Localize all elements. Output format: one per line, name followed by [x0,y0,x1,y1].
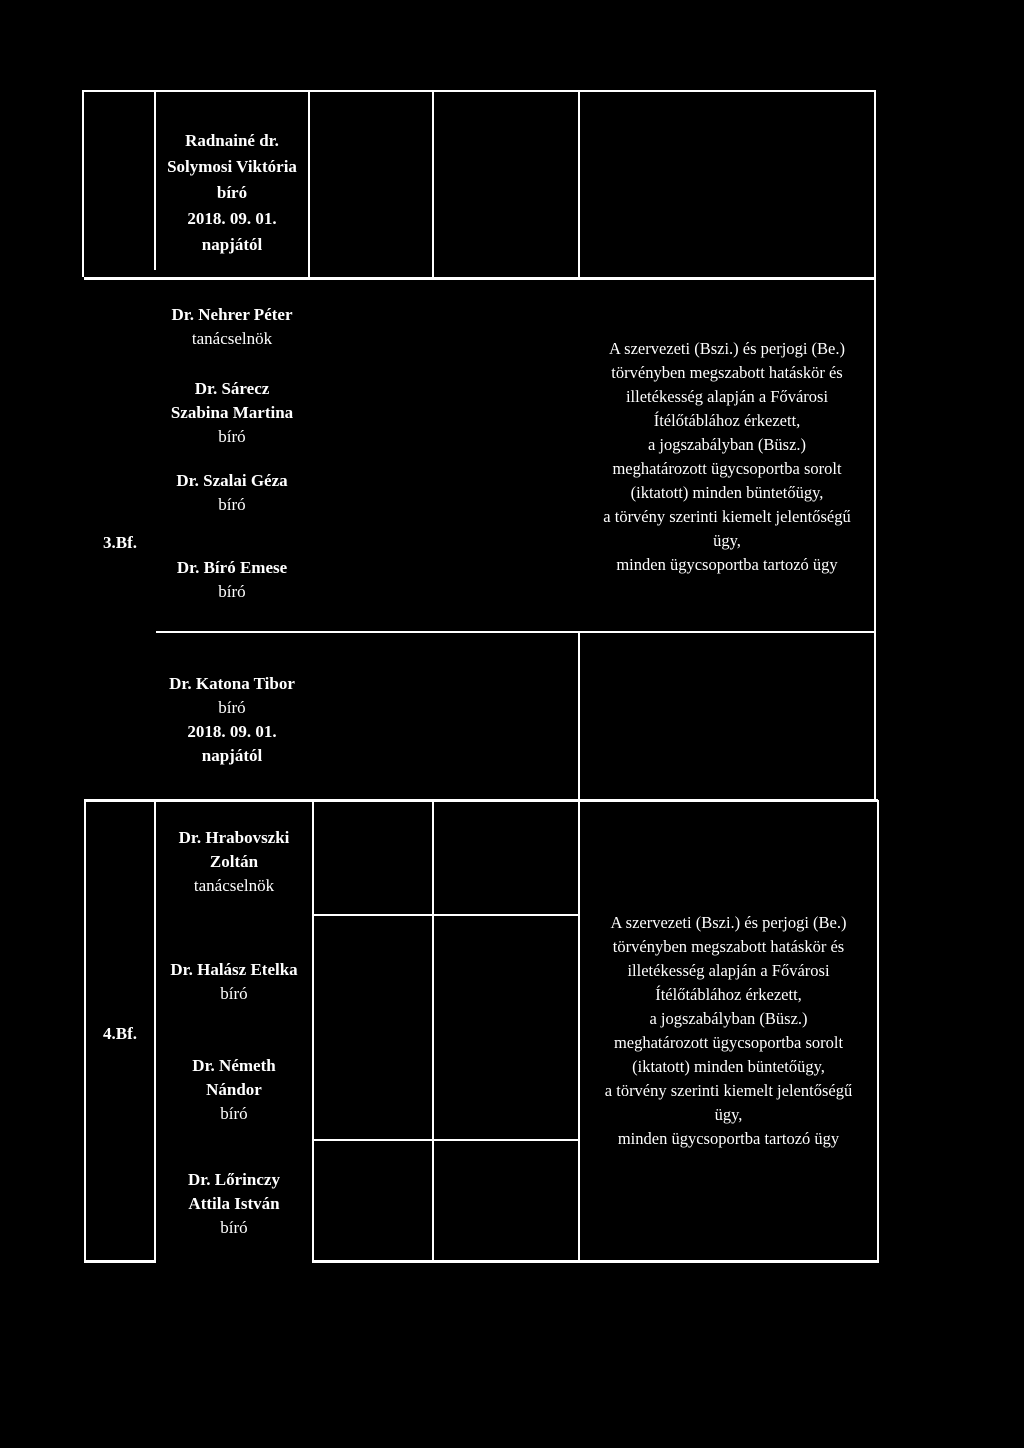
description-line: minden ügycsoportba tartozó ügy [617,1129,840,1148]
judge-role: bíró [218,698,246,717]
member-block [156,469,308,517]
judge-start-date: 2018. 09. 01. [187,722,277,741]
member-block [156,377,308,449]
member-role: bíró [220,984,248,1003]
description-line: A szervezeti (Bszi.) és perjogi (Be.) [609,339,845,358]
judge-role: bíró [216,183,248,202]
member-name: Dr. Nehrer Péter [171,305,293,324]
member-role: bíró [218,495,246,514]
member-name: Dr. Sárecz [194,379,270,398]
description-line: törvényben megszabott hatáskör és [612,937,845,956]
member-block [156,1168,312,1240]
member-name: Dr. Szalai Géza [176,471,288,490]
section-label-3bf: 3.Bf. [103,533,137,552]
description-line: Ítélőtáblához érkezett, [655,985,802,1004]
description-line: (iktatott) minden büntetőügy, [632,1057,825,1076]
member-name: Dr. Halász Etelka [170,960,298,979]
member-name: Dr. Hrabovszki [178,828,290,847]
description-line: illetékesség alapján a Fővárosi [627,961,830,980]
member-name: Dr. Németh [192,1056,276,1075]
section-label-4bf: 4.Bf. [103,1024,137,1043]
top-judge-block [156,128,308,258]
member-block [156,1054,312,1126]
judge-name: Radnainé dr. [185,131,279,150]
member-role: bíró [218,582,246,601]
description-line: Ítélőtáblához érkezett, [653,411,801,430]
description-line: a jogszabályban (Büsz.) [649,1009,808,1028]
judge-start-suffix: napjától [201,235,263,254]
member-role: bíró [220,1218,248,1237]
judge-start-date: 2018. 09. 01. [187,209,277,228]
case-description [580,337,874,577]
description-line: a törvény szerinti kiemelt jelentőségű [603,507,851,526]
description-line: minden ügycsoportba tartozó ügy [616,555,838,574]
description-line: ügy, [714,1105,743,1124]
member-name: Dr. Lőrinczy [188,1170,280,1189]
member-name: Nándor [206,1080,262,1099]
description-line: (iktatott) minden büntetőügy, [630,483,824,502]
member-block [156,556,308,604]
description-line: meghatározott ügycsoportba sorolt [613,1033,844,1052]
judge-start-suffix: napjától [201,746,263,765]
member-name: Attila István [188,1194,280,1213]
member-role: bíró [218,427,246,446]
description-line: törvényben megszabott hatáskör és [611,363,843,382]
member-block [156,826,312,898]
description-line: a törvény szerinti kiemelt jelentőségű [604,1081,853,1100]
judge-name: Solymosi Viktória [167,157,297,176]
member-name: Szabina Martina [170,403,294,422]
member-name: Zoltán [209,852,259,871]
member-role: tanácselnök [193,876,275,895]
description-line: ügy, [713,531,741,550]
description-line: meghatározott ügycsoportba sorolt [612,459,842,478]
description-line: A szervezeti (Bszi.) és perjogi (Be.) [610,913,847,932]
case-description [580,911,877,1151]
member-role: tanácselnök [191,329,273,348]
description-line: illetékesség alapján a Fővárosi [625,387,829,406]
description-line: a jogszabályban (Büsz.) [647,435,807,454]
member-block [156,958,312,1006]
member-role: bíró [220,1104,248,1123]
judge-name: Dr. Katona Tibor [169,674,295,693]
member-block [156,303,308,351]
member-name: Dr. Bíró Emese [176,558,288,577]
bottom-judge-block [156,672,308,768]
